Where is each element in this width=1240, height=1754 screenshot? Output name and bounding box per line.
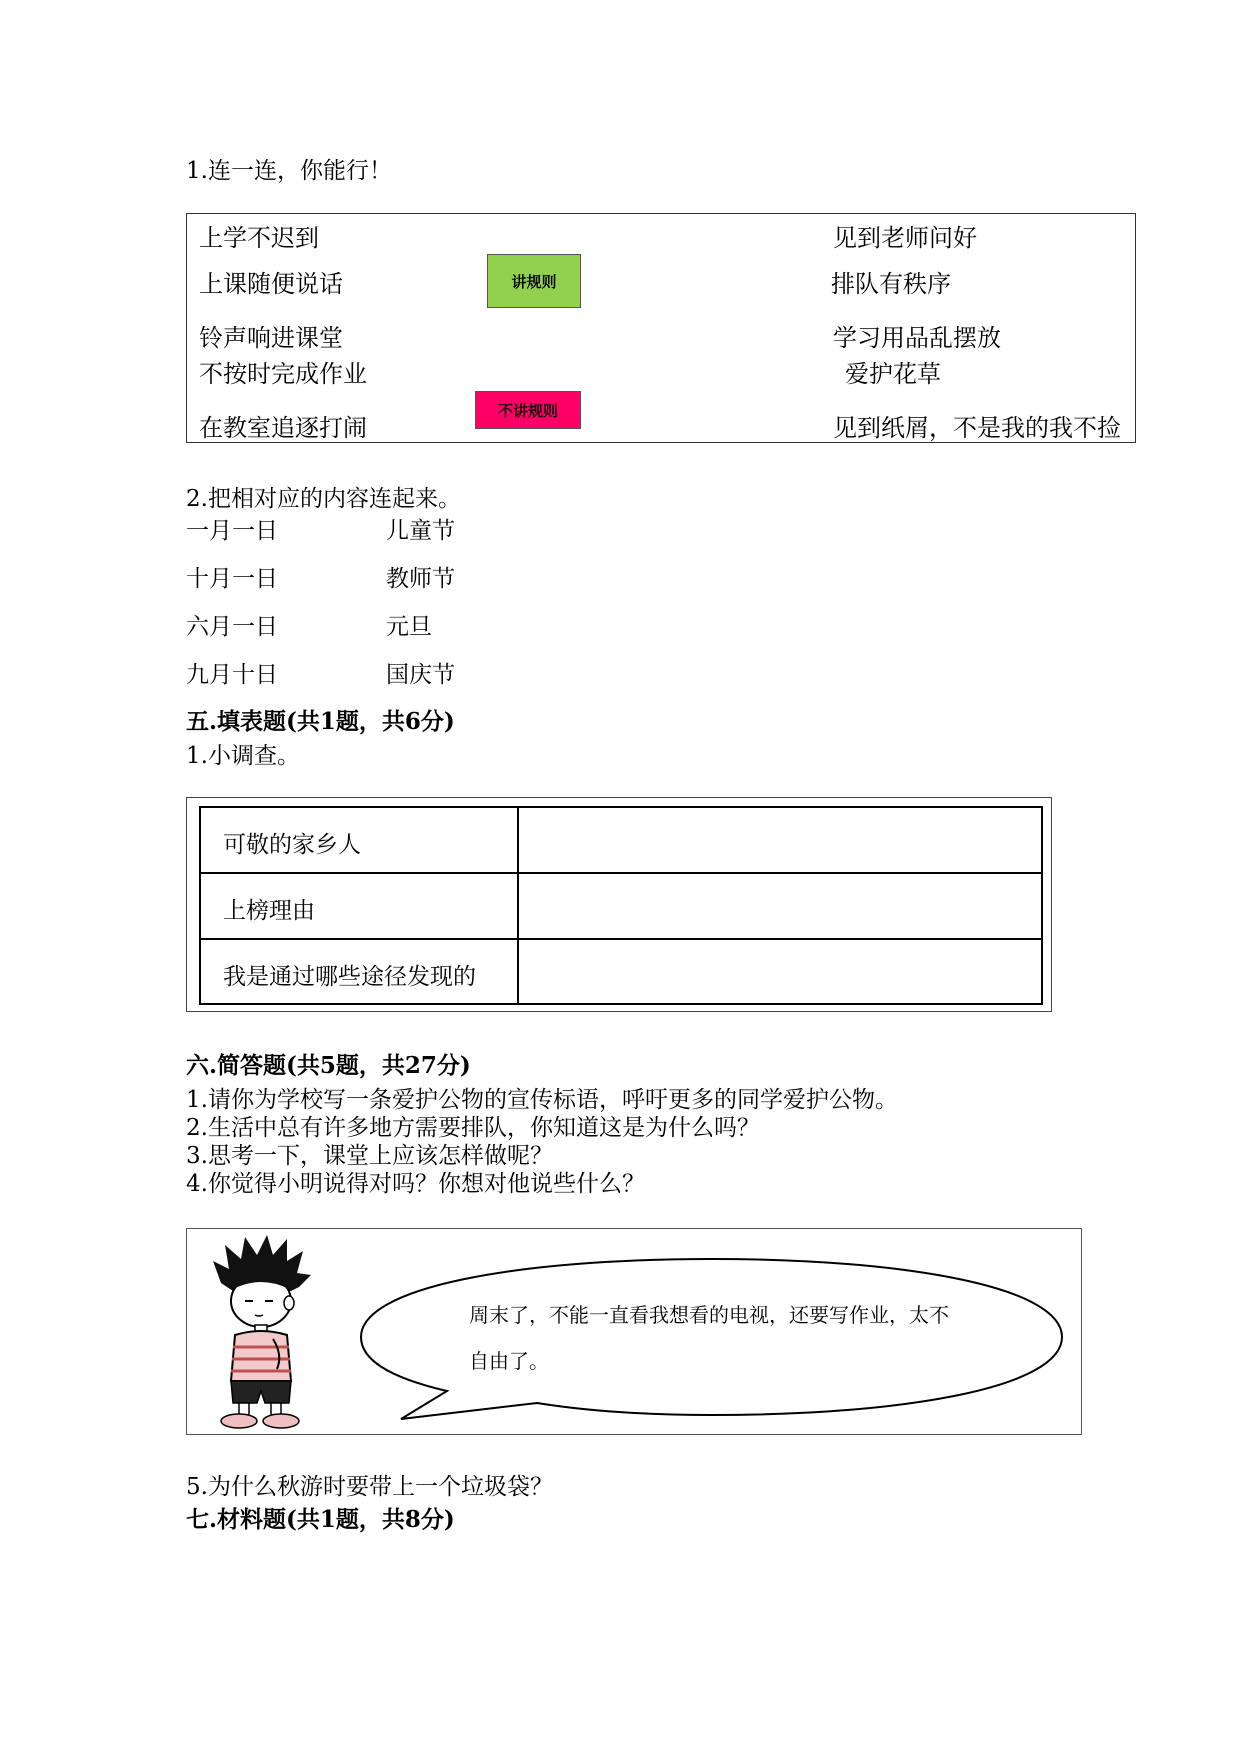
matching-box bbox=[186, 213, 1136, 443]
speech-text-line1: 周末了，不能一直看我想看的电视，还要写作业，太不 bbox=[469, 1303, 949, 1327]
speech-text-line2: 自由了。 bbox=[469, 1349, 549, 1373]
table-row bbox=[201, 940, 1041, 1004]
left-item: 在教室追逐打闹 bbox=[199, 414, 367, 442]
right-item: 学习用品乱摆放 bbox=[833, 324, 1001, 352]
festival-item: 教师节 bbox=[386, 566, 455, 592]
section7-heading: 七.材料题(共1题，共8分) bbox=[186, 1506, 455, 1533]
question: 1.请你为学校写一条爱护公物的宣传标语，呼吁更多的同学爱护公物。 bbox=[186, 1087, 898, 1113]
date-item: 六月一日 bbox=[186, 614, 278, 640]
question: 5.为什么秋游时要带上一个垃圾袋？ bbox=[186, 1474, 553, 1500]
left-item: 铃声响进课堂 bbox=[199, 324, 343, 352]
left-item: 上课随便说话 bbox=[199, 270, 343, 298]
survey-table bbox=[186, 797, 1052, 1012]
festival-item: 儿童节 bbox=[386, 518, 455, 544]
question: 4.你觉得小明说得对吗？你想对他说些什么？ bbox=[186, 1171, 645, 1197]
right-item: 见到纸屑，不是我的我不捡 bbox=[833, 414, 1121, 442]
date-item: 九月十日 bbox=[186, 662, 278, 688]
date-item: 十月一日 bbox=[186, 566, 278, 592]
table-row bbox=[201, 808, 1041, 874]
section5-heading: 五.填表题(共1题，共6分) bbox=[186, 708, 455, 735]
festival-item: 元旦 bbox=[386, 614, 432, 640]
right-item: 爱护花草 bbox=[845, 360, 941, 388]
left-item: 上学不迟到 bbox=[199, 224, 319, 252]
question: 2.生活中总有许多地方需要排队，你知道这是为什么吗？ bbox=[186, 1115, 760, 1141]
q1-title: 1.连一连，你能行！ bbox=[186, 158, 392, 184]
question: 3.思考一下，课堂上应该怎样做呢？ bbox=[186, 1143, 553, 1169]
boy-cartoon bbox=[199, 1231, 329, 1431]
table-row-label: 我是通过哪些途径发现的 bbox=[223, 964, 476, 990]
table-row-label: 可敬的家乡人 bbox=[223, 832, 361, 858]
right-item: 见到老师问好 bbox=[833, 224, 977, 252]
date-item: 一月一日 bbox=[186, 518, 278, 544]
right-item: 排队有秩序 bbox=[831, 270, 951, 298]
festival-item: 国庆节 bbox=[386, 662, 455, 688]
comic-illustration bbox=[186, 1228, 1082, 1435]
q2-title: 2.把相对应的内容连起来。 bbox=[186, 486, 461, 512]
break-rules-label: 不讲规则 bbox=[475, 391, 581, 429]
table-row-label: 上榜理由 bbox=[223, 898, 315, 924]
follow-rules-label: 讲规则 bbox=[487, 254, 581, 308]
section5-q1: 1.小调查。 bbox=[186, 743, 300, 769]
table-row bbox=[201, 874, 1041, 940]
left-item: 不按时完成作业 bbox=[199, 360, 367, 388]
section6-heading: 六.简答题(共5题，共27分) bbox=[186, 1052, 471, 1079]
speech-bubble bbox=[347, 1235, 1077, 1425]
